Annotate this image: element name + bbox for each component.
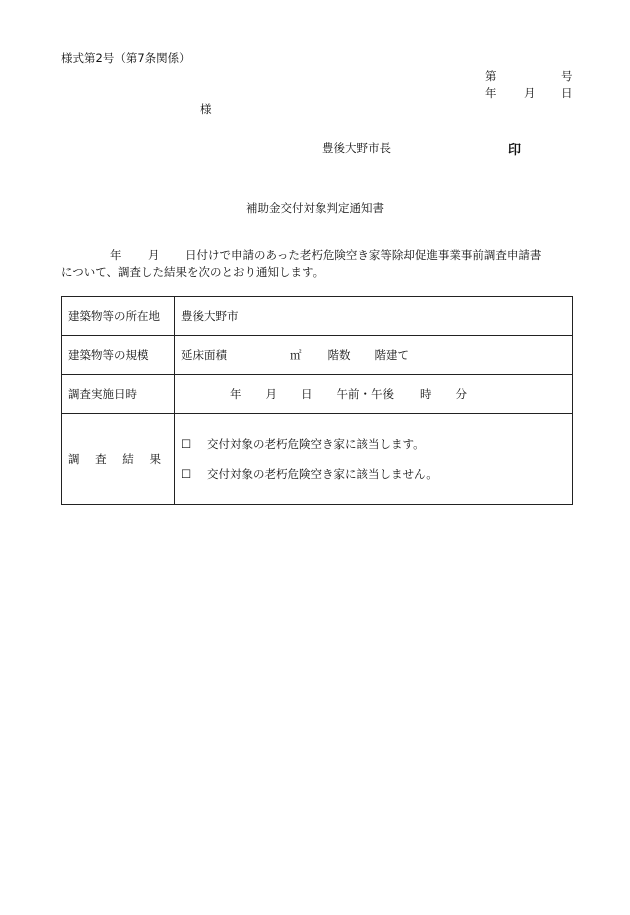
location-value: 豊後大野市 (175, 297, 573, 336)
seal-mark: 印 (508, 143, 522, 158)
date-day: 日 (561, 86, 573, 100)
floors-suffix: 階建て (374, 348, 409, 362)
result-option-applicable[interactable] (181, 429, 572, 459)
floor-area-label: 延床面積 (181, 348, 227, 362)
body-year: 年 (110, 248, 122, 262)
table-row-scale (62, 336, 573, 375)
table-row-result (62, 414, 573, 505)
result-options-cell (175, 414, 573, 505)
survey-result-table (61, 296, 573, 505)
date-year: 年 (485, 86, 497, 100)
area-unit: ㎡ (290, 348, 302, 362)
scale-label: 建築物等の規模 (62, 336, 175, 375)
body-line2-text: について、調査した結果を次のとおり通知します。 (61, 265, 325, 279)
survey-month: 月 (265, 387, 277, 401)
number-prefix: 第 (485, 69, 497, 83)
scale-value-cell (175, 336, 573, 375)
datetime-value-cell (175, 375, 573, 414)
survey-year: 年 (230, 387, 242, 401)
survey-day: 日 (301, 387, 313, 401)
checkbox-icon[interactable]: ☐ (181, 467, 192, 481)
date-month: 月 (524, 86, 536, 100)
location-label: 建築物等の所在地 (62, 297, 175, 336)
table-row-location (62, 297, 573, 336)
survey-hour: 時 (420, 387, 432, 401)
form-number: 様式第2号（第7条関係） (61, 51, 191, 65)
document-title: 補助金交付対象判定通知書 (246, 201, 384, 215)
survey-ampm: 午前・午後 (336, 387, 394, 401)
survey-minute: 分 (455, 387, 467, 401)
body-line1-text: 日付けで申請のあった老朽危険空き家等除却促進事業事前調査申請書 (185, 248, 542, 262)
number-suffix: 号 (561, 69, 573, 83)
addressee-honorific: 様 (200, 102, 212, 116)
checkbox-icon[interactable]: ☐ (181, 437, 192, 451)
result-option-not-applicable[interactable] (181, 459, 572, 489)
body-month: 月 (148, 248, 160, 262)
result-label: 調 査 結 果 (62, 414, 175, 505)
result-option-text: 交付対象の老朽危険空き家に該当します。 (207, 437, 425, 451)
table-row-datetime (62, 375, 573, 414)
datetime-label: 調査実施日時 (62, 375, 175, 414)
result-option-text: 交付対象の老朽危険空き家に該当しません。 (207, 467, 438, 481)
issuer-name: 豊後大野市長 (322, 141, 391, 155)
floors-label: 階数 (327, 348, 351, 362)
